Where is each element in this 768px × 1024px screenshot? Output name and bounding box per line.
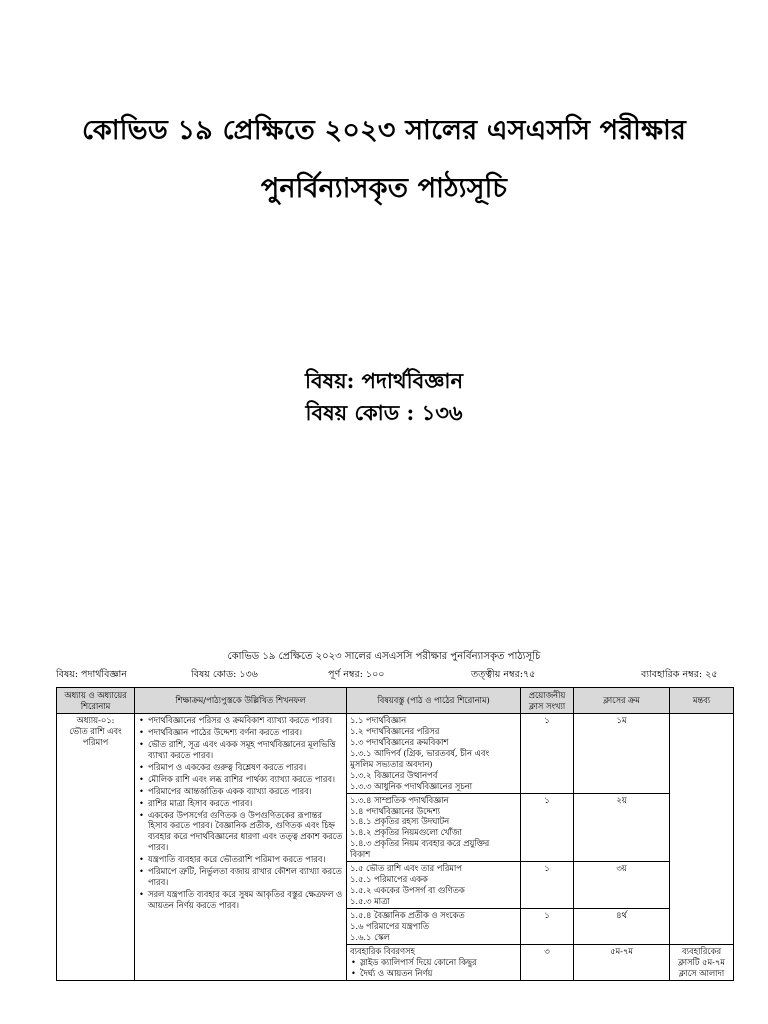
meta-row: [56, 668, 728, 682]
cover-title-line-2: পুনর্বিন্যাসকৃত পাঠ্যসূচি: [260, 173, 508, 204]
cover-title-line-1: কোভিড ১৯ প্রেক্ষিতে ২০২৩ সালের এসএসসি পরীক্ষার: [81, 115, 687, 146]
header-order: ক্লাসের ক্রম: [574, 688, 670, 714]
outcome-item: • রাশির মাত্রা হিসাব করতে পারব।: [138, 798, 343, 809]
outcome-item: • পরিমাপ ও এককের গুরুত্ব বিশ্লেষণ করতে পারব।: [138, 762, 343, 773]
content-line: ১.৪.১ প্রকৃতির রহস্য উদঘাটন: [350, 816, 450, 827]
content-cell: [347, 908, 521, 944]
meta-full-marks: পূর্ণ নম্বর: ১০০: [328, 669, 385, 680]
classes-cell: ৩: [521, 944, 574, 980]
outcome-item: • ভৌত রাশি, সূত্র এবং একক সমূহ পদার্থবিজ্ঞানের মূলভিত্তি ব্যাখ্যা করতে পারব।: [138, 739, 343, 761]
content-line: ১.৪.২ প্রকৃতির নিয়মগুলো খোঁজা: [350, 827, 462, 838]
content-line: ১.২ পদার্থবিজ্ঞানের পরিসর: [350, 725, 440, 736]
content-cell: [347, 714, 521, 794]
outcome-item: • যন্ত্রপাতি ব্যবহার করে ভৌতরাশি পরিমাপ করতে পারব।: [138, 854, 343, 865]
outcome-item: • পদার্থবিজ্ঞান পাঠের উদ্দেশ্য বর্ণনা করতে পারব।: [138, 727, 343, 738]
header-content: বিষয়বস্তু (পাঠ ও পাঠের শিরোনাম): [347, 688, 521, 714]
outcome-item: • এককের উপসর্গের গুণিতক ও উপগুণিতকের রূপান্তর হিসাব করতে পারব। বৈজ্ঞানিক প্রতীক, গুণিতক এবং চিহ্ন ব্যবহার করে পদার্থবিজ্ঞানের ধারণা এবং তত্ত্ব প্রকাশ করতে পারব।: [138, 810, 343, 854]
table-row: [57, 714, 734, 794]
classes-cell: ১: [521, 862, 574, 909]
outcome-item: • পরিমাপে ত্রুটি, নির্ভুলতা বজায় রাখার কৌশল ব্যাখ্যা করতে পারব।: [138, 866, 343, 888]
subject-code: বিষয় কোড : ১৩৬: [305, 400, 463, 425]
table-header-row: [57, 688, 734, 714]
header-chapter: অধ্যায় ও অধ্যায়ের শিরোনাম: [57, 688, 135, 714]
content-line: ব্যবহারিক বিবরণসহ: [350, 945, 415, 956]
content-line: ১.৫ ভৌত রাশি এবং তার পরিমাপ: [350, 863, 462, 874]
content-bullet: • স্লাইড ক্যালিপার্স দিয়ে কোনো কিছুর: [350, 957, 517, 968]
meta-theory-marks: তত্ত্বীয় নম্বর:৭৫: [471, 669, 536, 680]
content-line: ১.৪.৩ প্রকৃতির নিয়ম ব্যবহার করে প্রযুক্তির: [350, 838, 490, 849]
order-cell: ৩য়: [574, 862, 670, 909]
order-cell: ২য়: [574, 793, 670, 862]
outcome-item: • পদার্থবিজ্ঞানের পরিসর ও ক্রমবিকাশ ব্যাখ্যা করতে পারব।: [138, 715, 343, 726]
content-line: ১.৬.১ স্কেল: [350, 931, 390, 942]
chapter-cell: [57, 714, 135, 981]
content-cell: [347, 862, 521, 909]
content-bullet: • দৈর্ঘ্য ও আয়তন নির্ণয়: [350, 968, 517, 979]
chapter-title: ভৌত রাশি এবং পরিমাপ: [69, 725, 122, 747]
header-classes: প্রয়োজনীয় ক্লাস সংখ্যা: [521, 688, 574, 714]
outcome-item: • সরল যন্ত্রপাতি ব্যবহার করে সুষম আকৃতির বস্তুর ক্ষেত্রফল ও আয়তন নির্ণয় করতে পারব।: [138, 889, 343, 911]
content-line: ১.৩.৪ সাম্প্রতিক পদার্থবিজ্ঞান: [350, 794, 449, 805]
chapter-name: অধ্যায়-০১:: [76, 715, 115, 725]
content-line: ১.১ পদার্থবিজ্ঞান: [350, 715, 407, 725]
outcome-item: • পরিমাপের আন্তর্জাতিক একক ব্যাখ্যা করতে পারব।: [138, 786, 343, 797]
outcome-item: • মৌলিক রাশি এবং লব্ধ রাশির পার্থক্য ব্যাখ্যা করতে পারব।: [138, 774, 343, 785]
meta-subject: বিষয়: পদার্থবিজ্ঞান: [56, 669, 127, 680]
content-line: ১.৫.৪ বৈজ্ঞানিক প্রতীক ও সংকেত: [350, 909, 465, 920]
order-cell: ৪র্থ: [574, 908, 670, 944]
content-line: ১.৪ পদার্থবিজ্ঞানের উদ্দেশ্য: [350, 805, 440, 816]
meta-code: বিষয় কোড: ১৩৬: [191, 669, 258, 680]
classes-cell: ১: [521, 714, 574, 794]
content-cell: [347, 793, 521, 862]
syllabus-table: [56, 687, 734, 981]
header-remarks: মন্তব্য: [670, 688, 734, 714]
outcomes-cell: [135, 714, 347, 981]
content-line: ১.৬ পরিমাপের যন্ত্রপাতি: [350, 920, 429, 931]
order-cell: ৫ম-৭ম: [574, 944, 670, 980]
order-cell: ১ম: [574, 714, 670, 794]
content-line: ১.৫.২ এককের উপসর্গ বা গুণিতক: [350, 885, 465, 896]
header-outcomes: শিক্ষাক্রম/পাঠ্যপুস্তকে উল্লিখিত শিখনফল: [135, 688, 347, 714]
classes-cell: ১: [521, 793, 574, 862]
content-line: ১.৫.১ পরিমাপের একক: [350, 874, 428, 885]
remarks-cell: [670, 714, 734, 945]
meta-practical-marks: ব্যাবহারিক নম্বর: ২৫: [641, 669, 718, 680]
classes-cell: ১: [521, 908, 574, 944]
content-line: ১.৩.২ বিজ্ঞানের উত্থানপর্ব: [350, 769, 438, 780]
content-line: ১.৩.১ আদিপর্ব (গ্রিক, ভারতবর্ষ, চীন এবং: [350, 747, 490, 758]
content-line: ১.৩.৩ আধুনিক পদার্থবিজ্ঞানের সূচনা: [350, 780, 473, 791]
content-line: ১.৫.৩ মাত্রা: [350, 896, 390, 906]
table-heading: কোভিড ১৯ প্রেক্ষিতে ২০২৩ সালের এসএসসি পরীক্ষার পুনর্বিন্যাসকৃত পাঠ্যসূচি: [227, 651, 541, 662]
content-cell: [347, 944, 521, 980]
subject-name: বিষয়: পদার্থবিজ্ঞান: [304, 368, 464, 393]
content-line: বিকাশ: [350, 849, 371, 860]
remarks-cell: ব্যবহারিকের ক্লাসটি ৫ম-৭ম ক্লাসে আলাদা: [670, 944, 734, 980]
content-line: মুসলিম সভ্যতার অবদান): [350, 758, 433, 769]
content-line: ১.৩ পদার্থবিজ্ঞানের ক্রমবিকাশ: [350, 736, 449, 747]
